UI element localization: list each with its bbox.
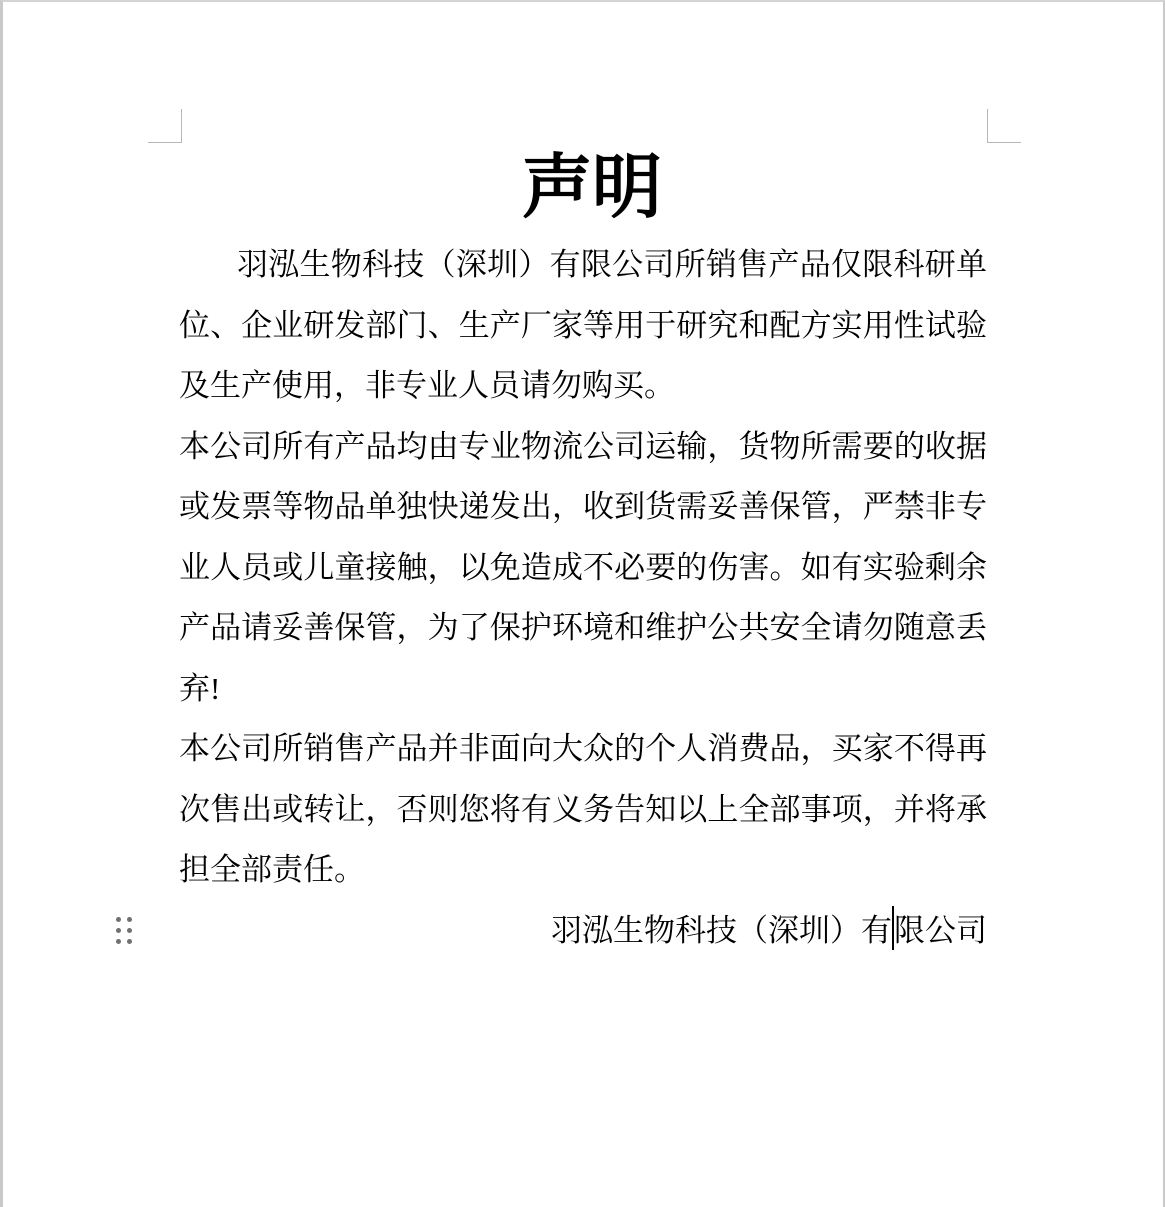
paragraph — [179, 235, 987, 417]
body-line[interactable]: 弃! — [179, 670, 221, 706]
signature-text-after-caret: 限公司 — [894, 912, 987, 948]
body-line[interactable]: 本公司所销售产品并非面向大众的个人消费品，买家不得再 — [179, 731, 987, 766]
document-title[interactable]: 声明 — [522, 150, 662, 227]
body-line[interactable]: 担全部责任。 — [179, 852, 365, 887]
paragraph — [179, 417, 987, 720]
signature-line[interactable] — [179, 901, 987, 962]
paragraph — [179, 719, 987, 901]
document-text-area[interactable] — [179, 143, 987, 961]
margin-crop-mark-top-left — [148, 109, 182, 143]
paragraph-drag-handle-icon[interactable] — [116, 917, 132, 944]
body-line[interactable]: 羽泓生物科技（深圳）有限公司所销售产品仅限科研单 — [237, 247, 987, 282]
body-line[interactable]: 或发票等物品单独快递发出，收到货需妥善保管，严禁非专 — [179, 489, 987, 524]
body-line[interactable]: 产品请妥善保管，为了保护环境和维护公共安全请勿随意丢 — [179, 610, 987, 645]
body-line[interactable]: 业人员或儿童接触，以免造成不必要的伤害。如有实验剩余 — [179, 549, 987, 585]
body-line[interactable]: 次售出或转让，否则您将有义务告知以上全部事项，并将承 — [179, 791, 987, 827]
body-line[interactable]: 本公司所有产品均由专业物流公司运输，货物所需要的收据 — [179, 428, 987, 464]
margin-crop-mark-top-right — [987, 109, 1021, 143]
body-line[interactable]: 及生产使用，非专业人员请勿购买。 — [179, 368, 675, 403]
body-line[interactable]: 位、企业研发部门、生产厂家等用于研究和配方实用性试验 — [179, 307, 987, 343]
signature-text-before-caret: 羽泓生物科技（深圳）有 — [551, 912, 892, 948]
